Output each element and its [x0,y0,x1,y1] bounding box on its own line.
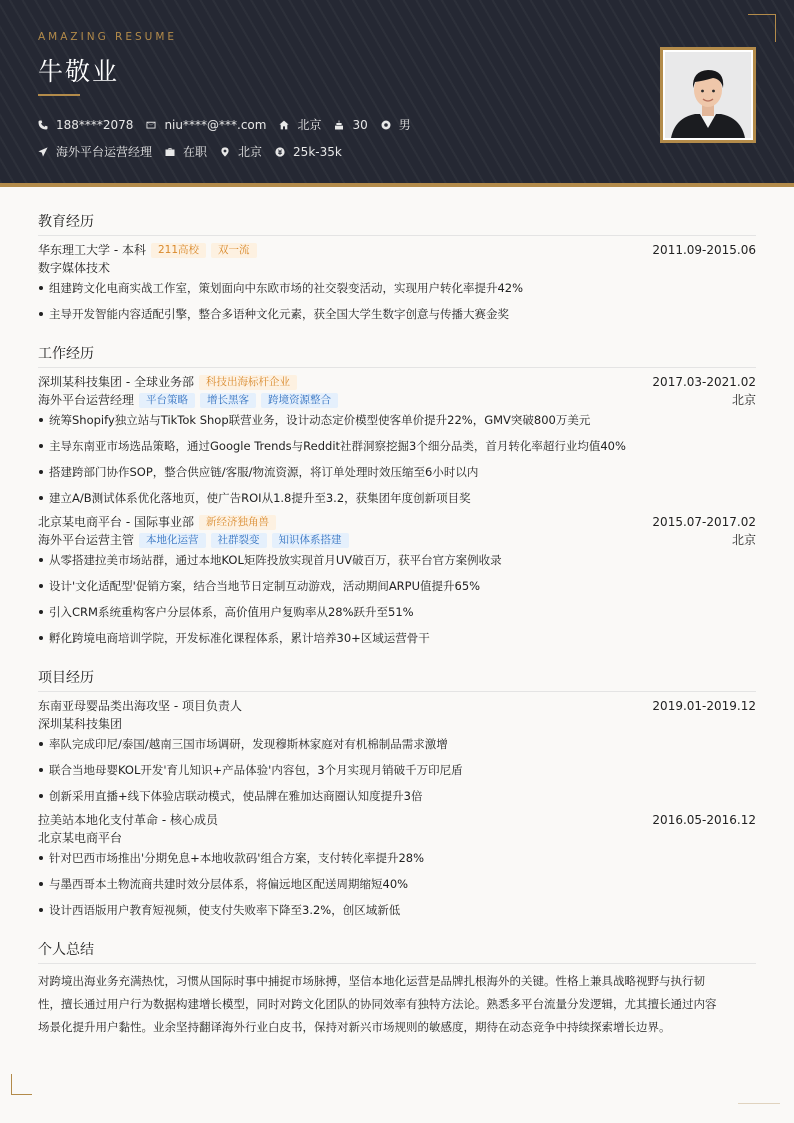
summary-line: 场景化提升用户黏性。业余坚持翻译海外行业白皮书，保持对新兴市场规则的敏感度，期待在动态竞争中持续探索增长边界。 [38,1020,671,1034]
school-tag: 双一流 [211,243,257,258]
corner-ornament-top-right [748,14,776,42]
summary-line: 性，擅长通过用户行为数据构建增长模型，同时对跨文化团队的协同效率有独特方法论。熟悉多平台流量分发逻辑，尤其擅长通过内容 [38,997,717,1011]
project-dates: 2019.01-2019.12 [652,699,756,713]
list-item: 组建跨文化电商实战工作室，策划面向中东欧市场的社交裂变活动，实现用户转化率提升42% [38,280,756,296]
education-school-row [38,242,756,259]
education-section [38,212,756,327]
portrait-illustration [665,52,751,138]
intent-city [220,143,262,160]
email-address: niu****@***.com [164,117,267,132]
list-item: 联合当地母婴KOL开发'育儿知识+产品体验'内容包，3个月实现月销破千万印尼盾 [38,762,756,778]
section-divider [38,691,756,692]
role-tag: 平台策略 [139,393,195,408]
gender-icon [381,120,391,130]
education-major-row [38,260,756,277]
role-tag: 跨境资源整合 [261,393,338,408]
project-org: 北京某电商平台 [38,831,123,845]
list-item: 孵化跨境电商培训学院，开发标准化课程体系，累计培养30+区域运营骨干 [38,630,756,646]
contact-age [334,118,367,132]
company-name: 北京某电商平台 - 国际事业部 [38,515,194,529]
section-divider [38,235,756,236]
status-text: 在职 [183,145,208,159]
list-item: 设计'文化适配型'促销方案，结合当地节日定制互动游戏，活动期间ARPU值提升65% [38,578,756,594]
gender-text: 男 [398,118,411,132]
briefcase-icon [165,147,175,157]
work-section [38,344,756,654]
contact-email [146,118,266,132]
corner-ornament-bottom-left [11,1074,32,1095]
project-name: 东南亚母婴品类出海攻坚 - 项目负责人 [38,699,242,713]
contact-row [38,116,424,133]
intent-row [38,143,355,160]
job-company-row [38,374,756,391]
project-name: 拉美站本地化支付革命 - 核心成员 [38,813,218,827]
phone-icon [38,120,48,130]
job-role-row [38,532,756,549]
contact-gender [381,116,411,133]
project-org: 深圳某科技集团 [38,717,123,731]
role-tag: 本地化运营 [139,533,206,548]
major-name: 数字媒体技术 [38,261,111,275]
job-company-row [38,514,756,531]
location-pin-icon [220,147,230,157]
projects-section [38,668,756,924]
list-item: 搭建跨部门协作SOP，整合供应链/客服/物流资源，将订单处理时效压缩至6小时以内 [38,464,756,480]
home-icon [279,120,289,130]
intent-position [38,143,152,160]
list-item: 统筹Shopify独立站与TikTok Shop联营业务，设计动态定价模型使客单价提升22%，GMV突破800万美元 [38,412,756,428]
section-title: 个人总结 [38,942,94,958]
list-item: 针对巴西市场推出'分期免息+本地收款码'组合方案，支付转化率提升28% [38,850,756,866]
education-dates: 2011.09-2015.06 [652,243,756,257]
mail-icon [146,120,156,130]
candidate-name: 牛敬业 [38,57,120,86]
project-org-row [38,830,756,847]
list-item: 与墨西哥本土物流商共建时效分层体系，将偏远地区配送周期缩短40% [38,876,756,892]
summary-line: 对跨境出海业务充满热忱，习惯从国际时事中捕捉市场脉搏，坚信本地化运营是品牌扎根海外的关键。性格上兼具战略视野与执行韧 [38,974,705,988]
salary-text: 25k-35k [293,144,342,159]
job-city: 北京 [731,533,756,547]
school-name: 华东理工大学 - 本科 [38,243,146,257]
list-item: 创新采用直播+线下体验店联动模式，使品牌在雅加达商圈认知度提升3倍 [38,788,756,804]
section-title: 项目经历 [38,670,94,686]
project-dates: 2016.05-2016.12 [652,813,756,827]
company-tag: 科技出海标杆企业 [199,375,297,390]
age-text: 30 [352,117,368,132]
project-org-row [38,716,756,733]
job-role-row [38,392,756,409]
list-item: 从零搭建拉美市场站群，通过本地KOL矩阵投放实现首月UV破百万，获平台官方案例收录 [38,552,756,568]
summary-section [38,940,756,1040]
contact-city [279,116,321,133]
section-title: 工作经历 [38,346,94,362]
avatar [665,52,751,138]
intent-salary [275,145,342,159]
intent-city-text: 北京 [238,145,263,159]
section-divider [38,367,756,368]
list-item: 主导开发智能内容适配引擎，整合多语种文化元素，获全国大学生数字创意与传播大赛金奖 [38,306,756,322]
resume-tagline: AMAZING RESUME [38,31,178,43]
position-text: 海外平台运营经理 [56,145,153,159]
phone-number: 188****2078 [56,117,134,132]
list-item: 设计西语版用户教育短视频，使支付失败率下降至3.2%，创区域新低 [38,902,756,918]
job-dates: 2017.03-2021.02 [652,375,756,389]
list-item: 建立A/B测试体系优化落地页，使广告ROI从1.8提升至3.2，获集团年度创新项目奖 [38,490,756,506]
company-tag: 新经济独角兽 [199,515,276,530]
job-dates: 2015.07-2017.02 [652,515,756,529]
send-icon [38,147,48,157]
contact-phone [38,118,133,132]
name-underline [38,94,80,96]
role-tag: 知识体系搭建 [272,533,349,548]
money-icon [275,147,285,157]
role-tag: 增长黑客 [200,393,256,408]
role-tag: 社群裂变 [211,533,267,548]
job-role: 海外平台运营经理 [38,393,135,407]
school-tag: 211高校 [151,243,206,258]
company-name: 深圳某科技集团 - 全球业务部 [38,375,194,389]
list-item: 主导东南亚市场选品策略，通过Google Trends与Reddit社群洞察挖掘3个细分品类，首月转化率超行业均值40% [38,438,756,454]
section-divider [38,963,756,964]
cake-icon [334,120,344,130]
list-item: 引入CRM系统重构客户分层体系，高价值用户复购率从28%跃升至51% [38,604,756,620]
profile-photo [660,47,756,143]
intent-status [165,143,207,160]
project-name-row [38,812,756,829]
corner-ornament-bottom-right [738,1103,780,1104]
header-divider [0,183,794,187]
city-text: 北京 [297,118,322,132]
list-item: 率队完成印尼/泰国/越南三国市场调研，发现穆斯林家庭对有机棉制品需求激增 [38,736,756,752]
job-role: 海外平台运营主管 [38,533,135,547]
job-city: 北京 [731,393,756,407]
project-name-row [38,698,756,715]
section-title: 教育经历 [38,214,94,230]
